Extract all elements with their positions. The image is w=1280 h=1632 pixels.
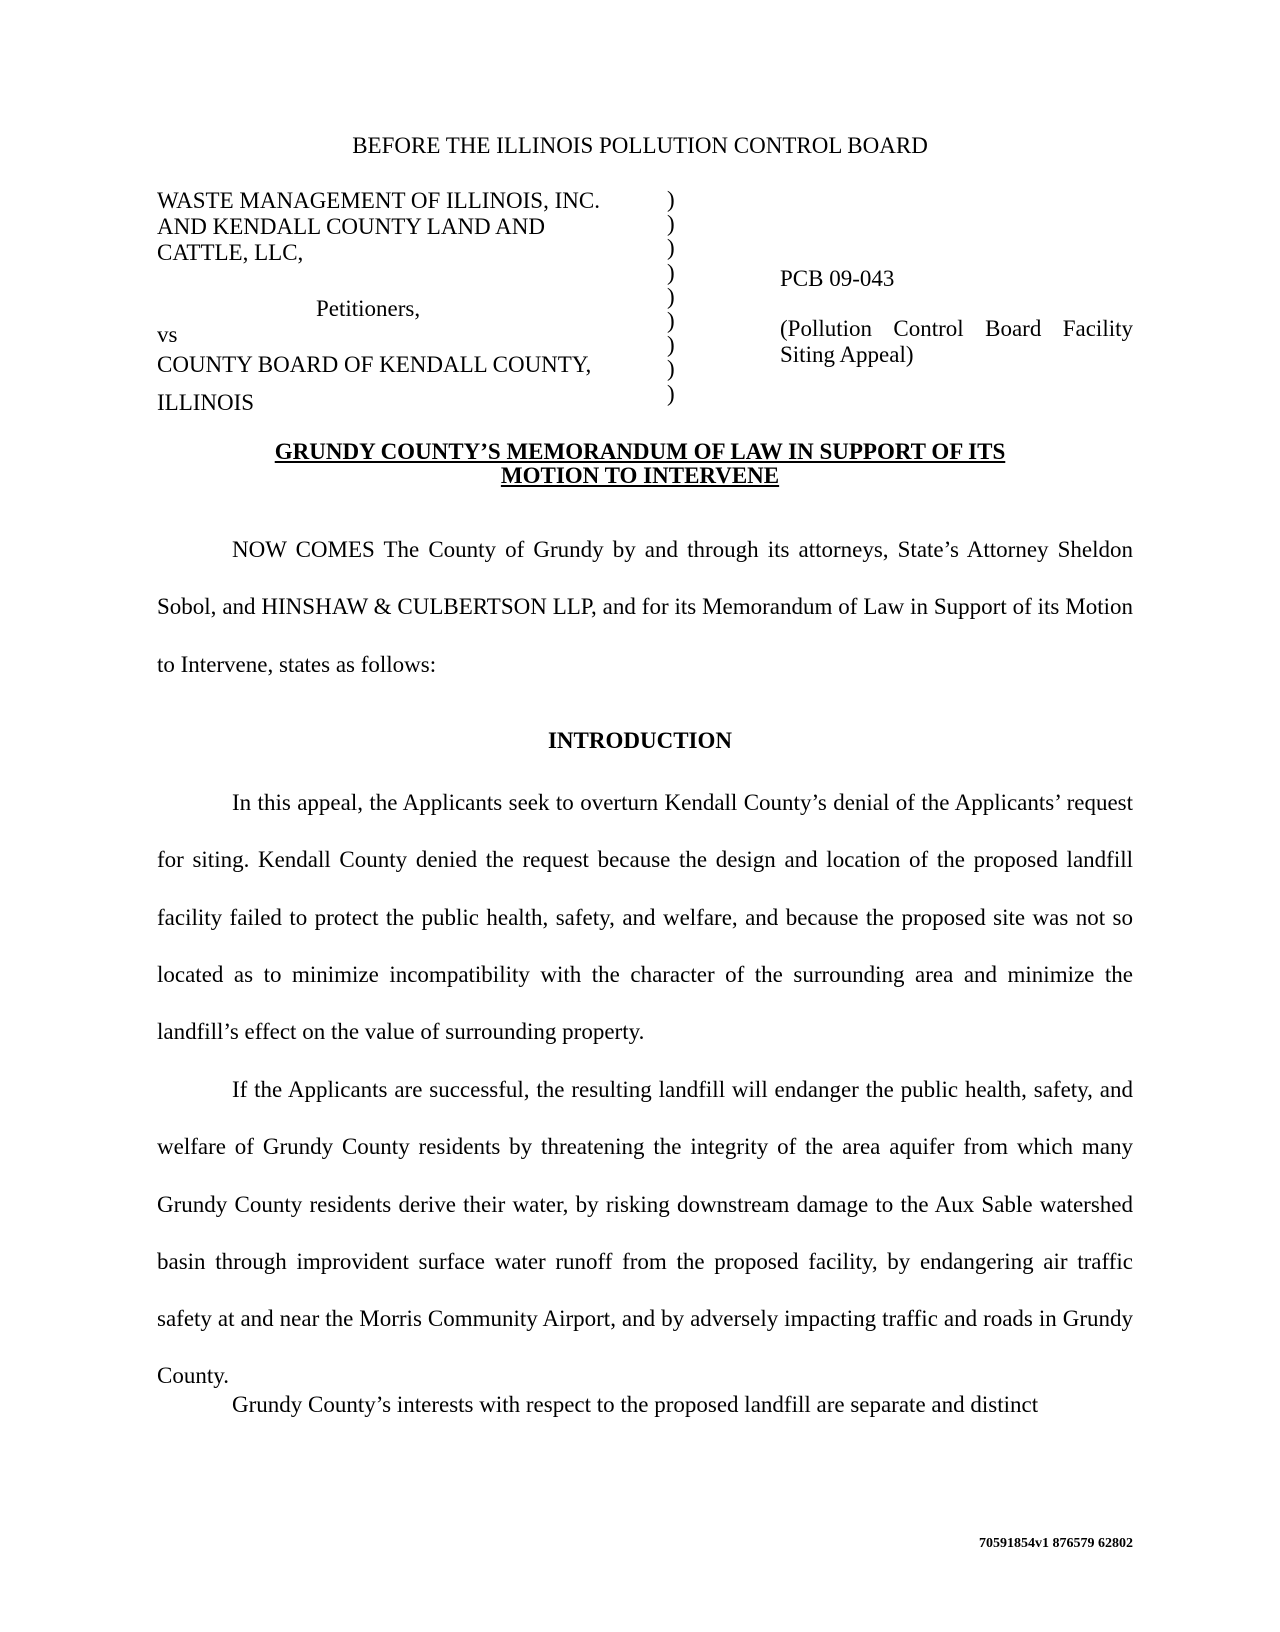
case-type: (Pollution Control Board Facility Siting Appeal) xyxy=(780,316,1133,367)
caption-paren: ) xyxy=(667,332,675,358)
petitioner-line: WASTE MANAGEMENT OF ILLINOIS, INC. xyxy=(157,188,600,213)
caption-paren: ) xyxy=(667,235,675,261)
title-line: MOTION TO INTERVENE xyxy=(500,463,780,488)
body-paragraph: Grundy County’s interests with respect to the proposed landfill are separate and distinct xyxy=(232,1392,1039,1417)
caption-paren: ) xyxy=(667,187,675,212)
caption-parentheses xyxy=(667,188,687,406)
caption-petitioners xyxy=(157,188,677,266)
caption-paren: ) xyxy=(667,211,675,237)
caption-paren: ) xyxy=(667,380,675,406)
respondent-line: COUNTY BOARD OF KENDALL COUNTY, xyxy=(157,352,592,377)
document-title xyxy=(0,440,1280,488)
opening-paragraph: NOW COMES The County of Grundy by and through its attorneys, State’s Attorney Sheldon Sobol, and HINSHAW & CULBERTSON LLP, and for its Memorandum of Law in Support of its Motion to Intervene, states as follows: xyxy=(157,537,1133,677)
caption-paren: ) xyxy=(667,283,675,309)
respondent-line: ILLINOIS xyxy=(157,390,255,415)
caption-paren: ) xyxy=(667,356,675,382)
petitioner-line: CATTLE, LLC, xyxy=(157,240,304,265)
court-heading: BEFORE THE ILLINOIS POLLUTION CONTROL BOARD xyxy=(352,133,928,158)
title-line: GRUNDY COUNTY’S MEMORANDUM OF LAW IN SUPPORT OF ITS xyxy=(274,439,1006,464)
case-number: PCB 09-043 xyxy=(780,266,895,291)
versus-label: vs xyxy=(157,322,178,347)
petitioners-label: Petitioners, xyxy=(316,296,421,321)
section-heading: INTRODUCTION xyxy=(547,728,733,753)
body-paragraph: If the Applicants are successful, the resulting landfill will endanger the public health, safety, and welfare of Grundy County residents by threatening the integrity of the area aquifer from which many Grundy County residents derive their water, by risking downstream damage to the Aux Sable watershed basin through improvident surface water runoff from the proposed facility, by endangering air traffic safety at and near the Morris Community Airport, and by adversely impacting traffic and roads in Grundy County. xyxy=(157,1077,1133,1389)
body-paragraph: In this appeal, the Applicants seek to overturn Kendall County’s denial of the Applicants’ request for siting. Kendall County denied the request because the design and location of the proposed landfill facility failed to protect the public health, safety, and welfare, and because the proposed site was not so located as to minimize incompatibility with the character of the surrounding area and minimize the landfill’s effect on the value of surrounding property. xyxy=(157,790,1133,1045)
document-id-footer: 70591854v1 876579 62802 xyxy=(979,1536,1133,1551)
caption-paren: ) xyxy=(667,259,675,285)
petitioner-line: AND KENDALL COUNTY LAND AND xyxy=(157,214,545,239)
caption-paren: ) xyxy=(667,308,675,334)
